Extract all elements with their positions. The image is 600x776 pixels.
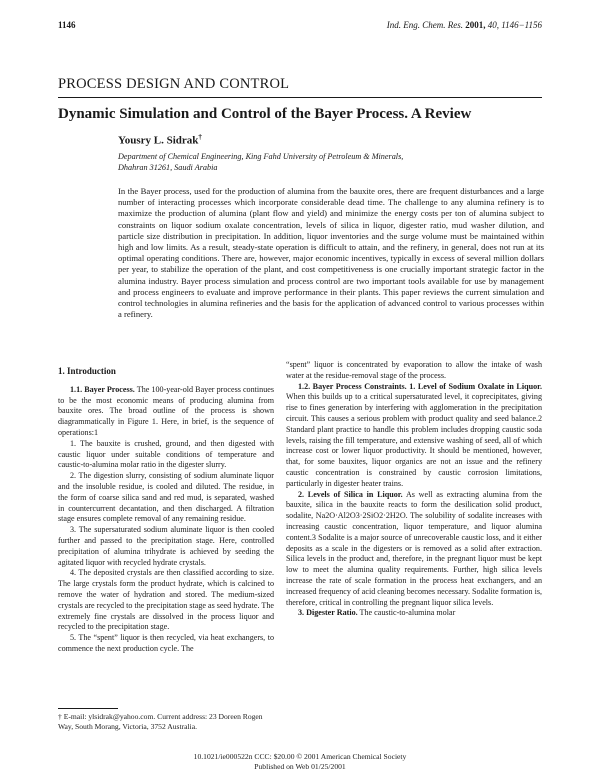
journal-citation [387,20,542,30]
paragraph-text: As well as extracting alumina from the bauxite, silica in the bauxite reacts to form the desilication solid product, sodalite, Na2O·Al2O3·2SiO2·2H2O. The solubility of sodalite increases with increasing caustic concentration, liquor temperature, and liquor alumina content.3 Sodalite is a major source of unrecoverable caustic loss, and it either deposits as a scale in the digesters or is removed as a solid after extraction. Silica levels in the product and, therefore, in the pregnant liquor must be kept low to meet the alumina quality requirements. Further, high silica levels increase the rate of scale formation in the process heat exchangers, and an increased frequency of acid cleaning becomes necessary. Sodalite formation is, therefore, critical in controlling the pregnant liquor silica levels. [286,489,542,607]
running-header [58,20,542,34]
paper-title: Dynamic Simulation and Control of the Bayer Process. A Review [58,106,472,122]
journal-name: Ind. Eng. Chem. Res. [386,20,463,30]
affiliation-line-1: Department of Chemical Engineering, King Fahd University of Petroleum & Minerals, [118,152,404,161]
author-footnote-mark: † [198,133,202,141]
subsection-heading: 3. Digester Ratio. [298,608,358,618]
section-rule [58,97,542,98]
doi-line: 10.1021/ie000522n CCC: $20.00 © 2001 American Chemical Society [193,752,407,761]
paragraph: 1. The bauxite is crushed, ground, and then digested with caustic liquor under suitable conditions of temperature and caustic-to-alumina molar ratio in the digester slurry. [58,438,274,470]
abstract: In the Bayer process, used for the production of alumina from the bauxite ores, there are frequent disturbances and a large number of interacting processes which incorporate considerable dead time. The challenge to any alumina refinery is to maximize the production of alumina (plant flow and yield) and minimize the energy costs per ton of alumina subject to constraints on liquor sodium oxalate concentration, levels of silica in liquor, digester ratio, mud washer dilution, and particle size distribution in precipitation. In addition, liquor inventories and the surge volume must be maintained within high and low limits. As a result, steady-state operation is difficult to attain, and the refinery, in general, does not run at its optimal operating conditions. There are, however, major economic incentives, typically in excess of several million dollars per year, to stabilize the operation of the plant, and cost competitiveness is one crucially important strategic factor in the alumina industry. Bayer process simulation and process control are two important tools available for use by management and process engineers to evaluate and improve performance in their plants. This paper reviews the current simulation and control technologies in alumina refineries and the basis for the application of advanced control to various processes within a refinery. [118,186,544,320]
section-heading-introduction: 1. Introduction [58,366,116,376]
page-number: 1146 [58,20,76,30]
paragraph-text: The caustic-to-alumina molar [359,608,456,618]
paragraph: 3. The supersaturated sodium aluminate liquor is then cooled further and passed to the precipitation stage. Here, controlled precipitation of alumina trihydrate is achieved by seeding the agitated liquor with recycled hydrate crystals. [58,525,274,567]
footnote-rule [58,708,118,709]
paragraph: 2. The digestion slurry, consisting of sodium aluminate liquor and the insoluble residue, is cooled and diluted. The residue, in the form of coarse silica sand and red mud, is separated, washed in countercurrent decantation, and then discharged. A filtration stage ensures complete removal of any remaining residue. [58,471,274,524]
paragraph [286,382,542,490]
paragraph: 4. The deposited crystals are then classified according to size. The large crystals form the product hydrate, which is calcined to remove the water of hydration and stored. The medium-sized crystals are recycled to the precipitation stage as seed hydrate. The extremely fine crystals are dissolved in the process liquor and recycled to the precipitation stage. [58,568,274,632]
journal-volume: 40, [487,20,499,30]
paragraph-text: The 100-year-old Bayer process continues to be the most economic means of producing alumina from bauxite ores. The broad outline of the process is shown diagrammatically in Figure 1. Here, in brief, is the sequence of operations:1 [58,384,274,437]
paragraph: “spent” liquor is concentrated by evaporation to allow the intake of wash water at the residue-removal stage of the process. [286,360,542,380]
paragraph [286,490,542,609]
publish-date: Published on Web 01/25/2001 [254,761,346,771]
affiliation-line-2: Dhahran 31261, Saudi Arabia [118,163,218,172]
footnote: † E-mail: ylsidrak@yahoo.com. Current address: 23 Doreen Rogen Way, South Morang, Victoria, 3752 Australia. [58,712,263,731]
author [118,133,202,147]
subsection-heading: 1.1. Bayer Process. [70,384,135,394]
subsection-heading: 1.2. Bayer Process Constraints. 1. Level of Sodium Oxalate in Liquor. [298,381,542,391]
left-column [58,366,274,655]
journal-year: 2001, [465,20,486,30]
paragraph [58,385,274,439]
paragraph [286,608,542,619]
paragraph: 5. The “spent” liquor is then recycled, via heat exchangers, to commence the next production cycle. The [58,633,274,653]
section-title: PROCESS DESIGN AND CONTROL [58,76,290,92]
subsection-heading: 2. Levels of Silica in Liquor. [298,489,403,499]
journal-pages: 1146−1156 [501,20,542,30]
right-column [286,360,542,619]
affiliation [118,151,478,173]
page-footer [0,752,600,771]
paragraph-text: When this builds up to a critical supersaturated level, it coprecipitates, giving rise to fines generation by interfering with agglomeration in the precipitation circuit. This causes a serious problem with product quality and seed balance.2 Standard plant practice to handle this problem includes dropping caustic soda levels, raising the fill temperature, and extensive washing of seed, all of which increase cost or lower liquor productivity. It should be mentioned, however, that, for some bauxites, liquor organics are not an issue and the refinery caustic concentration is constrained by caustic corrosion limitations, particularly in digester heater trains. [286,392,542,488]
author-name: Yousry L. Sidrak [118,134,199,147]
